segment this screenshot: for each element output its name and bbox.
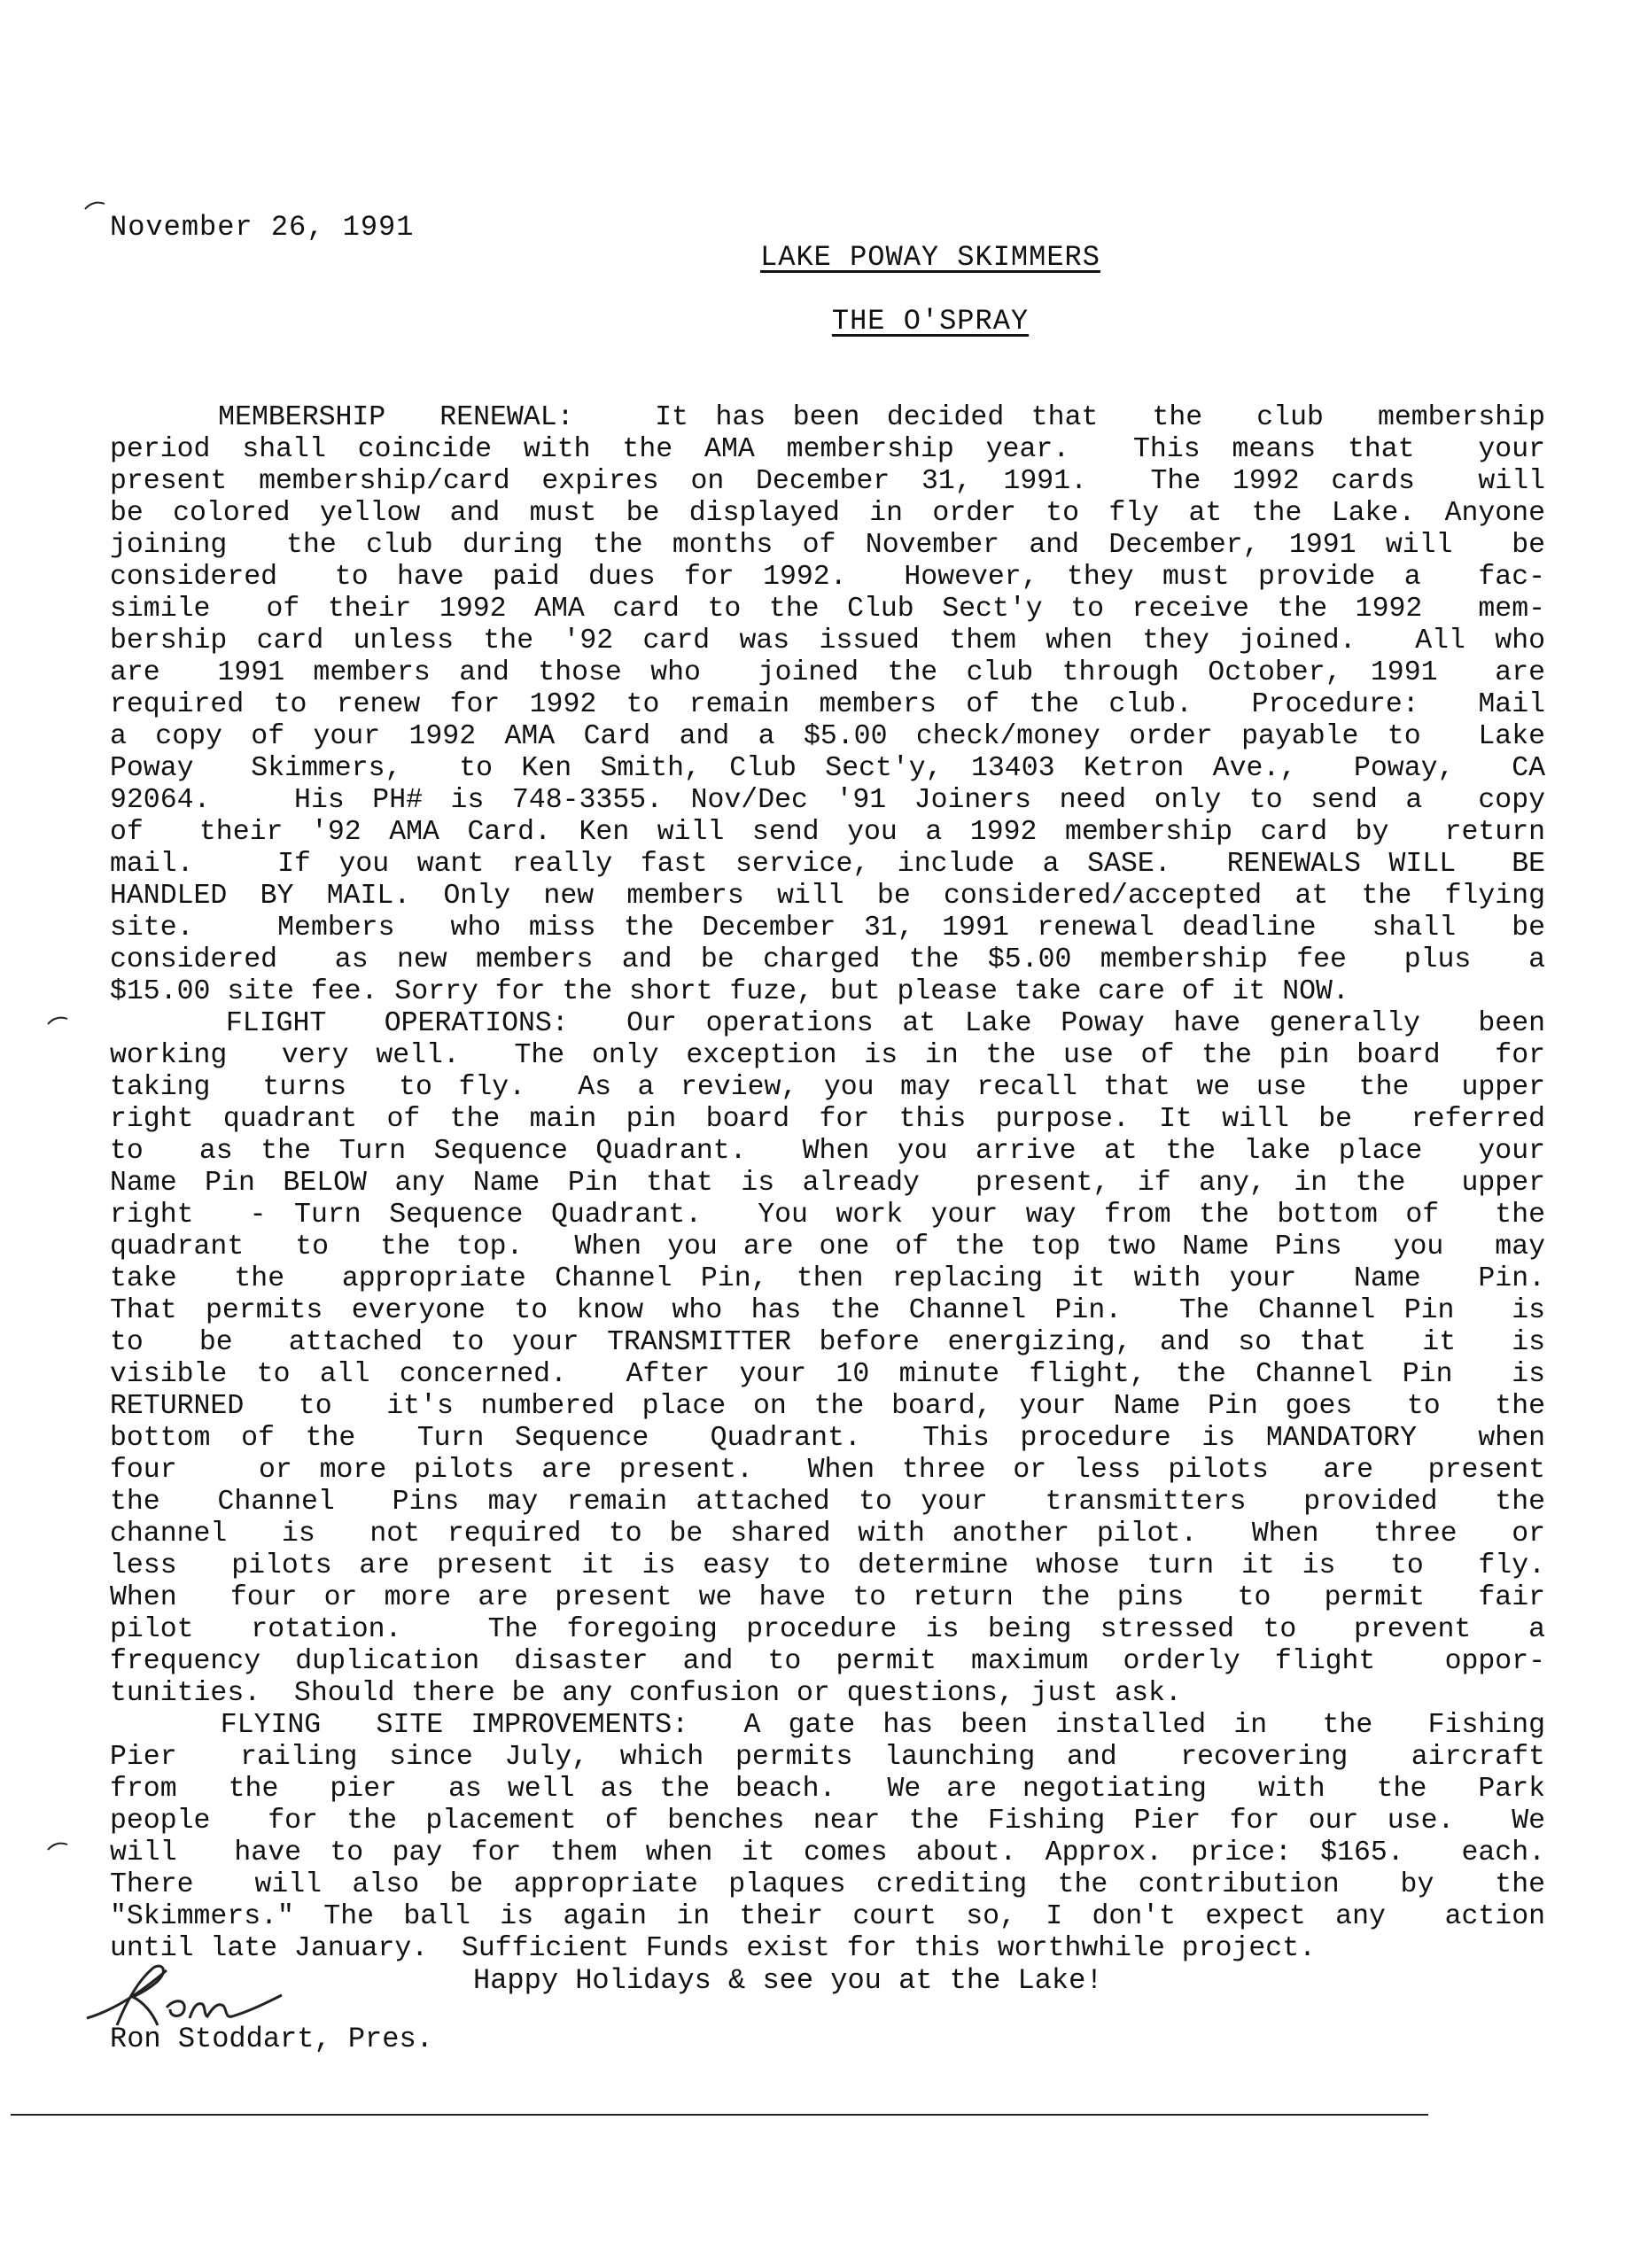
margin-tick-mark <box>46 1015 69 1026</box>
body-line: present membership/card expires on December 31, 1991. The 1992 cards will <box>110 466 1545 497</box>
body-line: mail. If you want really fast service, include a SASE. RENEWALS WILL BE <box>110 849 1545 880</box>
body-line: visible to all concerned. After your 10 minute flight, the Channel Pin is <box>110 1359 1545 1390</box>
body-line: RETURNED to it's numbered place on the board, your Name Pin goes to the <box>110 1391 1545 1422</box>
body-line: period shall coincide with the AMA membership year. This means that your <box>110 434 1545 465</box>
body-line: simile of their 1992 AMA card to the Club Sect'y to receive the 1992 mem- <box>110 594 1545 625</box>
body-line: MEMBERSHIP RENEWAL: It has been decided that the club membership <box>110 402 1545 433</box>
body-line: right quadrant of the main pin board for this purpose. It will be referred <box>110 1104 1545 1135</box>
body-line: people for the placement of benches near the Fishing Pier for our use. We <box>110 1806 1545 1837</box>
letter-body <box>110 402 1545 1965</box>
body-line: are 1991 members and those who joined the club through October, 1991 are <box>110 657 1545 688</box>
closing-line: Happy Holidays & see you at the Lake! <box>473 1964 1103 1997</box>
body-line: pilot rotation. The foregoing procedure is being stressed to prevent a <box>110 1614 1545 1645</box>
margin-tick-mark <box>83 200 106 211</box>
body-line: quadrant to the top. When you are one of the top two Name Pins you may <box>110 1231 1545 1262</box>
body-line: Pier railing since July, which permits launching and recovering aircraft <box>110 1742 1545 1773</box>
margin-tick-mark <box>46 1841 69 1852</box>
signer-name: Ron Stoddart, Pres. <box>110 2023 433 2055</box>
body-line: of their '92 AMA Card. Ken will send you a 1992 membership card by return <box>110 817 1545 848</box>
body-line: There will also be appropriate plaques crediting the contribution by the <box>110 1869 1545 1900</box>
body-line: will have to pay for them when it comes about. Approx. price: $165. each. <box>110 1837 1545 1868</box>
body-line: joining the club during the months of November and December, 1991 will be <box>110 530 1545 561</box>
body-line: HANDLED BY MAIL. Only new members will be considered/accepted at the flying <box>110 881 1545 912</box>
club-name-heading: LAKE POWAY SKIMMERS <box>760 241 1100 274</box>
body-line: tunities. Should there be any confusion or questions, just ask. <box>110 1678 1182 1709</box>
body-line: considered as new members and be charged the $5.00 membership fee plus a <box>110 944 1545 975</box>
body-line: until late January. Sufficient Funds exist for this worthwhile project. <box>110 1933 1317 1964</box>
body-line: be colored yellow and must be displayed in order to fly at the Lake. Anyone <box>110 498 1545 529</box>
body-line: required to renew for 1992 to remain members of the club. Procedure: Mail <box>110 689 1545 720</box>
newsletter-title-heading: THE O'SPRAY <box>831 305 1030 338</box>
body-line: working very well. The only exception is in the use of the pin board for <box>110 1040 1545 1071</box>
body-line: FLIGHT OPERATIONS: Our operations at Lake Poway have generally been <box>110 1008 1545 1039</box>
body-line: less pilots are present it is easy to determine whose turn it is to fly. <box>110 1550 1545 1581</box>
body-line: 92064. His PH# is 748-3355. Nov/Dec '91 Joiners need only to send a copy <box>110 785 1545 816</box>
bottom-rule <box>11 2114 1428 2116</box>
body-line: four or more pilots are present. When three or less pilots are present <box>110 1455 1545 1486</box>
body-line: the Channel Pins may remain attached to your transmitters provided the <box>110 1487 1545 1518</box>
body-line: right - Turn Sequence Quadrant. You work your way from the bottom of the <box>110 1200 1545 1231</box>
body-line: bership card unless the '92 card was issued them when they joined. All who <box>110 625 1545 656</box>
body-line: a copy of your 1992 AMA Card and a $5.00 check/money order payable to Lake <box>110 721 1545 752</box>
body-line: bottom of the Turn Sequence Quadrant. This procedure is MANDATORY when <box>110 1423 1545 1454</box>
letter-date: November 26, 1991 <box>110 211 415 244</box>
body-line: channel is not required to be shared with another pilot. When three or <box>110 1518 1545 1550</box>
body-line: FLYING SITE IMPROVEMENTS: A gate has been installed in the Fishing <box>110 1710 1545 1741</box>
body-line: "Skimmers." The ball is again in their court so, I don't expect any action <box>110 1901 1545 1932</box>
body-line: That permits everyone to know who has the Channel Pin. The Channel Pin is <box>110 1295 1545 1326</box>
body-line: to be attached to your TRANSMITTER before energizing, and so that it is <box>110 1327 1545 1358</box>
body-line: take the appropriate Channel Pin, then replacing it with your Name Pin. <box>110 1263 1545 1294</box>
body-line: site. Members who miss the December 31, 1991 renewal deadline shall be <box>110 913 1545 944</box>
body-line: from the pier as well as the beach. We are negotiating with the Park <box>110 1774 1545 1805</box>
body-line: Poway Skimmers, to Ken Smith, Club Sect'y, 13403 Ketron Ave., Poway, CA <box>110 753 1545 784</box>
body-line: When four or more are present we have to return the pins to permit fair <box>110 1582 1545 1613</box>
body-line: frequency duplication disaster and to permit maximum orderly flight oppor- <box>110 1646 1545 1677</box>
body-line: taking turns to fly. As a review, you may recall that we use the upper <box>110 1072 1545 1103</box>
body-line: considered to have paid dues for 1992. However, they must provide a fac- <box>110 562 1545 593</box>
body-line: $15.00 site fee. Sorry for the short fuze, but please take care of it NOW. <box>110 976 1349 1007</box>
body-line: to as the Turn Sequence Quadrant. When you arrive at the lake place your <box>110 1136 1545 1167</box>
body-line: Name Pin BELOW any Name Pin that is already present, if any, in the upper <box>110 1168 1545 1199</box>
